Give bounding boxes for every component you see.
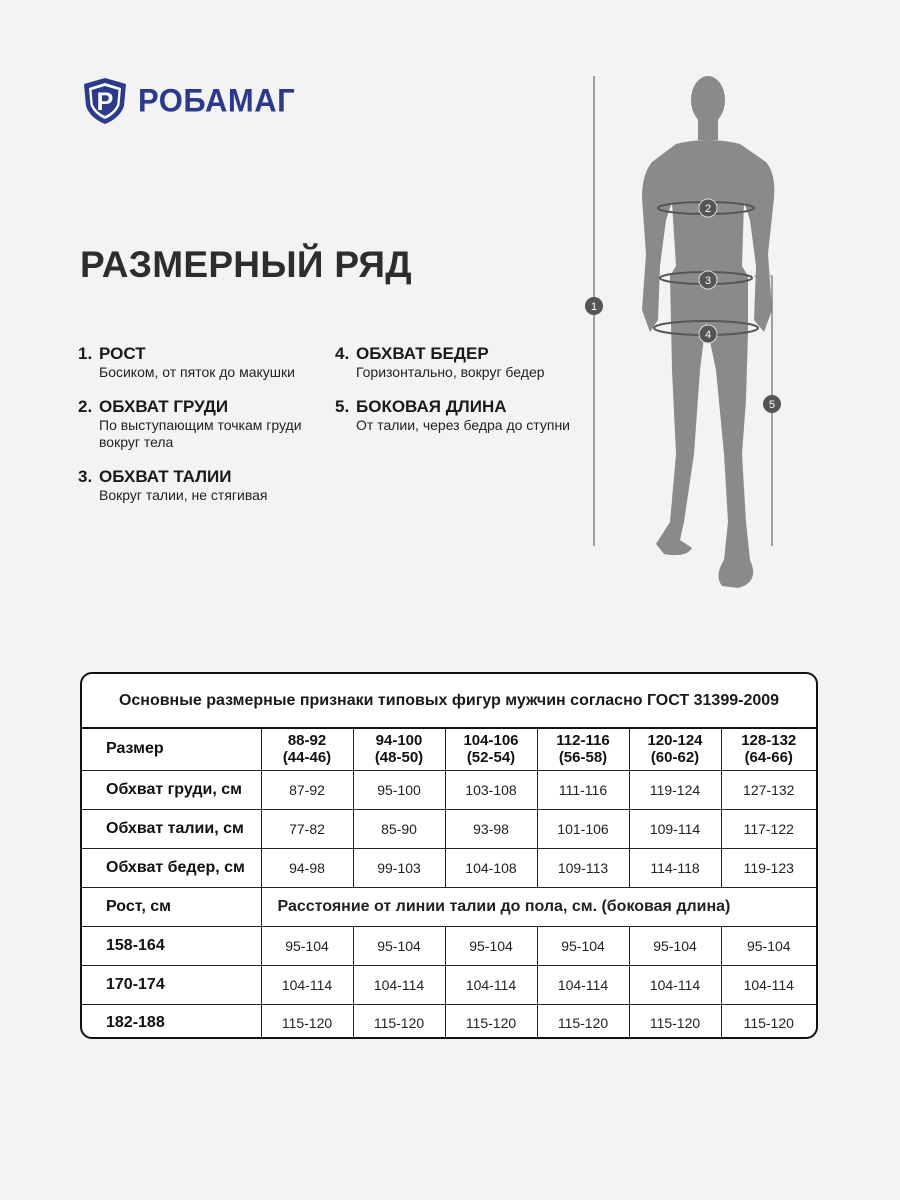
svg-text:Р: Р bbox=[96, 88, 114, 116]
table-cell: 115-120 bbox=[353, 1004, 445, 1039]
legend-description: По выступающим точкам груди вокруг тела bbox=[99, 417, 302, 450]
legend-item bbox=[78, 467, 328, 504]
table-cell: 115-120 bbox=[629, 1004, 721, 1039]
row-label: Обхват бедер, см bbox=[82, 848, 261, 887]
table-cell: 115-120 bbox=[537, 1004, 629, 1039]
table-cell: 117-122 bbox=[721, 809, 816, 848]
legend-description: От талии, через бедра до ступни bbox=[356, 417, 570, 433]
legend-item bbox=[78, 344, 328, 381]
legend-title: ОБХВАТ ТАЛИИ bbox=[99, 467, 232, 486]
table-cell: 95-104 bbox=[445, 926, 537, 965]
legend-number: 3. bbox=[78, 467, 93, 486]
table-cell: 103-108 bbox=[445, 770, 537, 809]
table-cell: 119-123 bbox=[721, 848, 816, 887]
table-cell: 127-132 bbox=[721, 770, 816, 809]
table-cell: 99-103 bbox=[353, 848, 445, 887]
legend-column-1 bbox=[78, 344, 328, 520]
legend-item bbox=[335, 344, 585, 381]
table-cell: 115-120 bbox=[261, 1004, 353, 1039]
column-header: 128-132 (64-66) bbox=[721, 729, 816, 770]
table-header-row bbox=[82, 729, 816, 770]
size-header-label: Размер bbox=[82, 729, 261, 770]
table-row bbox=[82, 809, 816, 848]
page-title: РАЗМЕРНЫЙ РЯД bbox=[80, 244, 412, 285]
height-header-label: Рост, см bbox=[82, 887, 261, 926]
table-cell: 119-124 bbox=[629, 770, 721, 809]
table-row bbox=[82, 848, 816, 887]
brand-name: РОБАМАГ bbox=[138, 82, 296, 119]
legend-title: РОСТ bbox=[99, 344, 146, 363]
legend-description: Вокруг талии, не стягивая bbox=[99, 487, 268, 503]
legend-description: Босиком, от пяток до макушки bbox=[99, 364, 295, 380]
marker-hips bbox=[699, 325, 717, 343]
table-cell: 104-114 bbox=[629, 965, 721, 1004]
table-row bbox=[82, 965, 816, 1004]
table-cell: 77-82 bbox=[261, 809, 353, 848]
legend-number: 4. bbox=[335, 344, 350, 363]
marker-side-length bbox=[763, 395, 781, 413]
body-measurement-figure bbox=[580, 70, 820, 600]
table-cell: 85-90 bbox=[353, 809, 445, 848]
size-table bbox=[82, 729, 816, 1039]
row-label: 170-174 bbox=[82, 965, 261, 1004]
table-cell: 114-118 bbox=[629, 848, 721, 887]
legend-title: ОБХВАТ БЕДЕР bbox=[356, 344, 489, 363]
column-header: 112-116 (56-58) bbox=[537, 729, 629, 770]
legend-item bbox=[335, 397, 585, 434]
table-cell: 95-104 bbox=[721, 926, 816, 965]
svg-text:2: 2 bbox=[704, 203, 712, 215]
table-cell: 104-114 bbox=[445, 965, 537, 1004]
row-label: Обхват груди, см bbox=[82, 770, 261, 809]
shield-logo-icon bbox=[80, 76, 130, 126]
column-header: 120-124 (60-62) bbox=[629, 729, 721, 770]
table-cell: 95-100 bbox=[353, 770, 445, 809]
legend-number: 2. bbox=[78, 397, 93, 416]
table-cell: 109-113 bbox=[537, 848, 629, 887]
table-cell: 115-120 bbox=[743, 1015, 794, 1032]
table-cell: 104-114 bbox=[537, 965, 629, 1004]
table-row bbox=[82, 770, 816, 809]
table-cell: 104-114 bbox=[261, 965, 353, 1004]
height-caption-row bbox=[82, 887, 816, 926]
brand-logo[interactable] bbox=[80, 76, 295, 126]
svg-text:4: 4 bbox=[704, 329, 712, 341]
legend-title: ОБХВАТ ГРУДИ bbox=[99, 397, 229, 416]
svg-text:3: 3 bbox=[704, 275, 712, 287]
marker-chest bbox=[699, 199, 717, 217]
row-label: 158-164 bbox=[82, 926, 261, 965]
table-cell: 111-116 bbox=[537, 770, 629, 809]
legend-number: 5. bbox=[335, 397, 350, 416]
row-label: Обхват талии, см bbox=[82, 809, 261, 848]
legend-title: БОКОВАЯ ДЛИНА bbox=[356, 397, 507, 416]
table-cell: 109-114 bbox=[629, 809, 721, 848]
table-cell: 104-114 bbox=[353, 965, 445, 1004]
marker-waist bbox=[699, 271, 717, 289]
table-cell: 95-104 bbox=[629, 926, 721, 965]
size-chart bbox=[80, 672, 818, 1039]
table-cell: 115-120 bbox=[445, 1004, 537, 1039]
table-cell: 87-92 bbox=[261, 770, 353, 809]
legend-column-2 bbox=[335, 344, 585, 450]
column-header: 88-92 (44-46) bbox=[261, 729, 353, 770]
table-cell: 104-114 bbox=[721, 965, 816, 1004]
table-cell: 101-106 bbox=[537, 809, 629, 848]
legend-item bbox=[78, 397, 328, 451]
table-row bbox=[82, 926, 816, 965]
table-cell: 104-108 bbox=[445, 848, 537, 887]
legend-description: Горизонтально, вокруг бедер bbox=[356, 364, 545, 380]
table-cell: 94-98 bbox=[261, 848, 353, 887]
svg-text:1: 1 bbox=[590, 301, 598, 313]
row-label: 182-188 bbox=[82, 1004, 261, 1039]
legend-number: 1. bbox=[78, 344, 93, 363]
chart-title: Основные размерные признаки типовых фигур мужчин согласно ГОСТ 31399-2009 bbox=[82, 674, 816, 729]
table-cell: 93-98 bbox=[445, 809, 537, 848]
column-header: 94-100 (48-50) bbox=[353, 729, 445, 770]
height-caption: Расстояние от линии талии до пола, см. (боковая длина) bbox=[261, 887, 816, 926]
marker-height bbox=[585, 297, 603, 315]
table-cell: 95-104 bbox=[261, 926, 353, 965]
column-header: 104-106 (52-54) bbox=[445, 729, 537, 770]
table-row bbox=[82, 1004, 816, 1039]
table-cell: 95-104 bbox=[537, 926, 629, 965]
table-cell: 95-104 bbox=[353, 926, 445, 965]
svg-text:5: 5 bbox=[768, 399, 776, 411]
